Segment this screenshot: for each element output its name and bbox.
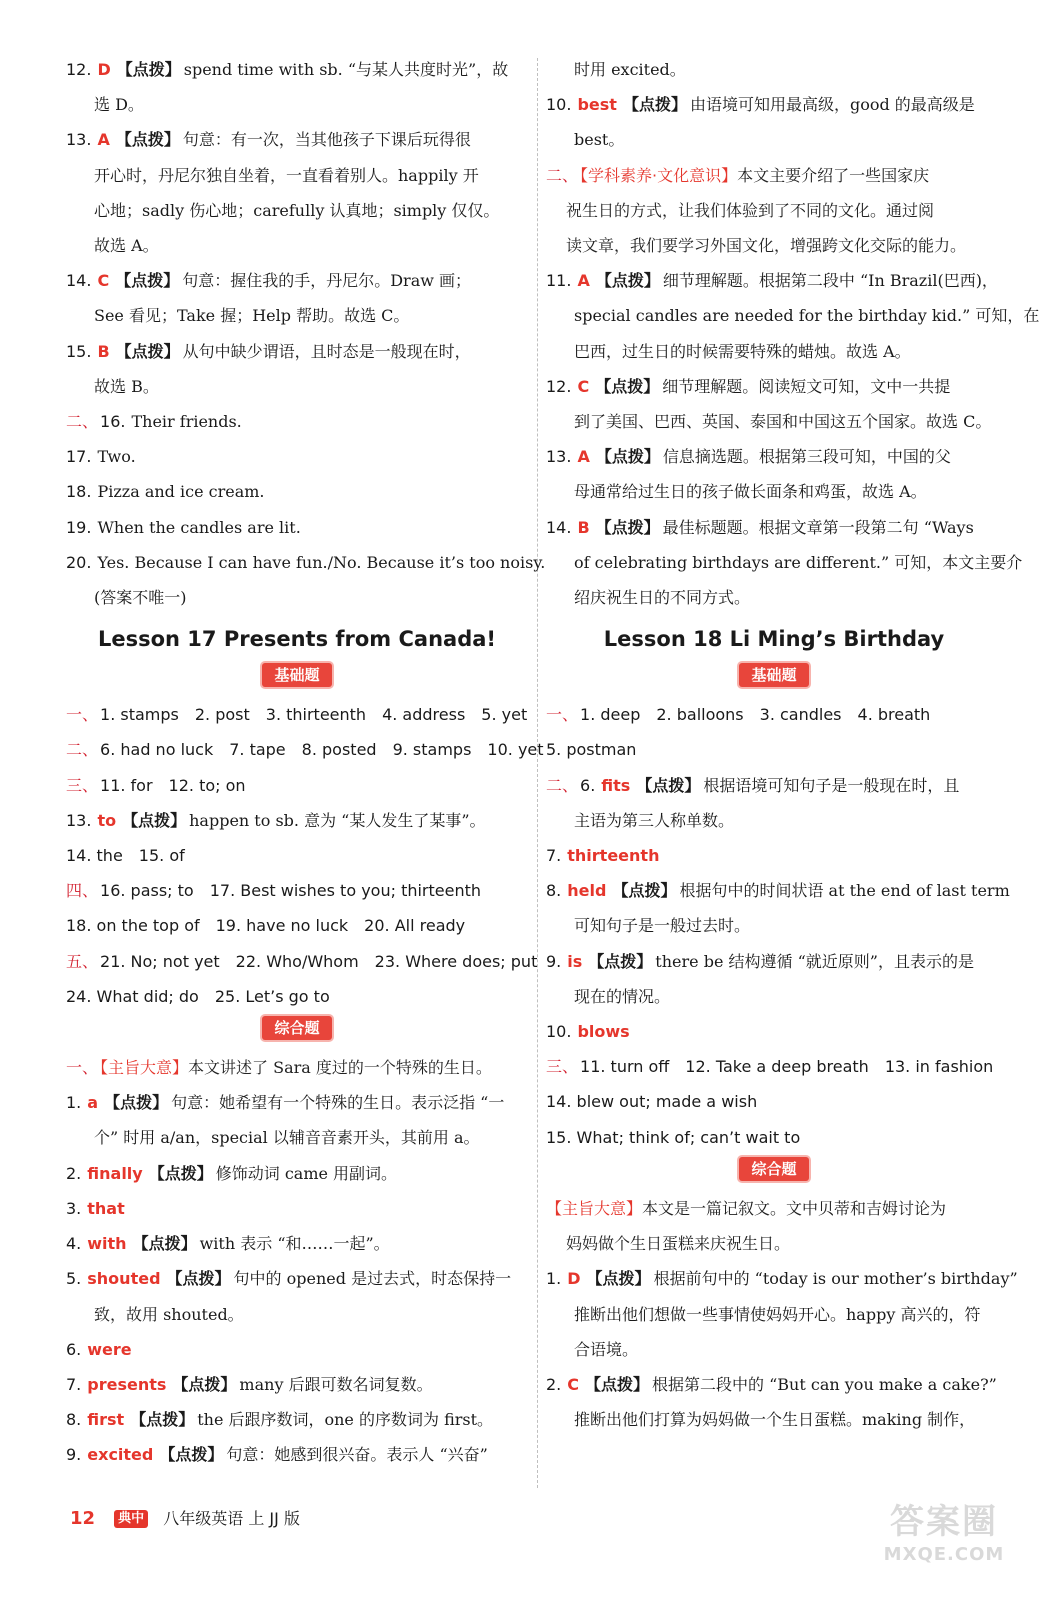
question-number: 8. [66, 1410, 82, 1430]
hint-tag: 【点拨】 [595, 447, 660, 467]
answer-choice: first [87, 1410, 125, 1430]
lesson-title: Lesson 17 Presents from Canada! [98, 627, 496, 652]
answer-line [546, 803, 1002, 838]
question-number: 6. [580, 775, 596, 795]
answer-line [66, 87, 528, 122]
hint-tag: 【点拨】 [115, 271, 180, 291]
answer-choice: C [577, 376, 590, 396]
answer-choice: is [567, 951, 583, 971]
blank-answer: 2. balloons [656, 705, 744, 725]
blank-answer: 19. have no luck [215, 916, 349, 936]
question-number: 2. [66, 1163, 82, 1183]
section-badge-row [66, 1014, 528, 1050]
answer-text: When the candles are lit. [97, 517, 301, 537]
hint-tag: 【点拨】 [622, 95, 687, 115]
answer-line [546, 369, 1002, 404]
blank-answer: 3. candles [759, 705, 842, 725]
blank-answer: 13. in fashion [884, 1057, 994, 1077]
answer-line [66, 1050, 528, 1085]
answer-line [66, 52, 528, 87]
answer-line [66, 1226, 528, 1261]
continuation-text: 妈妈做个生日蛋糕来庆祝生日。 [566, 1234, 791, 1254]
blank-answer: 24. What did; do [66, 986, 199, 1006]
question-number: 16. [100, 412, 126, 432]
hint-tag: 【点拨】 [159, 1445, 224, 1465]
answer-line [546, 263, 1002, 298]
answer-line [66, 1120, 528, 1155]
continuation-text: 巴西，过生日的时候需要特殊的蜡烛。故选 A。 [574, 341, 911, 361]
question-number: 5. [66, 1269, 82, 1289]
answer-line [66, 263, 528, 298]
continuation-text: 主语为第三人称单数。 [574, 810, 735, 830]
question-number: 12. [66, 60, 92, 79]
continuation-text: (答案不唯一) [94, 588, 187, 608]
answer-choice: shouted [87, 1269, 161, 1289]
blank-answer: 12. to; on [168, 775, 246, 795]
section-number: 一、 [546, 705, 579, 725]
blank-answer: 8. posted [301, 740, 377, 760]
answer-line [546, 979, 1002, 1014]
answer-line [546, 52, 1002, 87]
question-number: 14. [546, 517, 572, 537]
question-number: 2. [546, 1374, 562, 1394]
blank-answer: 25. Let’s go to [214, 986, 330, 1006]
answer-line [66, 1261, 528, 1296]
blank-answer: 1. deep [580, 705, 641, 725]
continuation-text: of celebrating birthdays are different.” 可知，本文主要介 [574, 552, 1023, 572]
section-badge-row [546, 1155, 1002, 1191]
blank-answer: 14. the [66, 846, 123, 866]
continuation-text: 推断出他们想做一些事情使妈妈开心。happy 高兴的，符 [574, 1304, 981, 1324]
answer-line [546, 1297, 1002, 1332]
blank-answer: 15. of [138, 846, 185, 866]
section-number: 三、 [546, 1057, 579, 1077]
section-number: 二、 [66, 412, 99, 432]
hint-tag: 【点拨】 [116, 60, 181, 79]
page-number: 12 [70, 1508, 96, 1529]
continuation-text: 开心时，丹尼尔独自坐着，一直看着别人。happily 开 [94, 165, 479, 185]
answer-line [546, 474, 1002, 509]
blank-answer: 2. post [194, 705, 250, 725]
answer-line [66, 404, 528, 439]
hint-tag: 【点拨】 [586, 1269, 651, 1289]
watermark-logo [864, 1500, 1024, 1580]
answer-line [66, 732, 544, 767]
answer-line [546, 1402, 1002, 1437]
question-number: 15. [66, 341, 92, 361]
answer-line [66, 803, 528, 838]
answer-line [66, 1297, 528, 1332]
hint-tag: 【点拨】 [172, 1374, 237, 1394]
blank-answer: 12. Take a deep breath [685, 1057, 869, 1077]
continuation-text: 推断出他们打算为妈妈做一个生日蛋糕。making 制作， [574, 1410, 976, 1430]
answer-line [66, 1156, 528, 1191]
answer-line [546, 193, 1002, 228]
continuation-text: best。 [574, 130, 625, 150]
hint-tag: 【点拨】 [148, 1163, 213, 1183]
answer-line [66, 1332, 528, 1367]
explanation-text: 根据语境可知句子是一般现在时，且 [703, 775, 960, 795]
hint-tag: 【点拨】 [130, 1410, 195, 1430]
blank-answer: 20. All ready [364, 916, 466, 936]
question-number: 11. [546, 271, 572, 291]
continuation-text: 致，故用 shouted。 [94, 1304, 244, 1324]
answer-line [546, 768, 1002, 803]
section-number: 一、 [66, 705, 99, 725]
answer-line [546, 580, 1002, 615]
answer-line [546, 228, 1002, 263]
continuation-text: 时用 excited。 [574, 60, 686, 79]
answer-line [66, 122, 528, 157]
section-badge: 综合题 [739, 1157, 808, 1181]
continuation-text: 选 D。 [94, 95, 144, 115]
question-number: 7. [66, 1374, 82, 1394]
explanation-text: 根据前句中的 “today is our mother’s birthday” [653, 1269, 1018, 1289]
question-number: 12. [546, 376, 572, 396]
blank-answer: 5. postman [546, 740, 637, 760]
answer-line [546, 1226, 1002, 1261]
section-label: 【主旨大意】 [100, 1058, 189, 1078]
answer-line [66, 580, 528, 615]
blank-answer: 18. on the top of [66, 916, 200, 936]
question-number: 13. [546, 447, 572, 467]
answer-choice: A [577, 447, 590, 467]
question-number: 18. [66, 482, 92, 502]
answer-choice: were [87, 1339, 132, 1359]
answer-choice: D [97, 60, 111, 79]
explanation-text: 本文讲述了 Sara 度过的一个特殊的生日。 [188, 1058, 492, 1078]
question-number: 7. [546, 846, 562, 866]
hint-tag: 【点拨】 [595, 517, 660, 537]
continuation-text: special candles are needed for the birthday kid.” 可知，在 [574, 306, 1040, 326]
section-badge: 综合题 [262, 1016, 331, 1040]
explanation-text: 最佳标题题。根据文章第一段第二句 “Ways [662, 517, 974, 537]
answer-line [66, 1367, 528, 1402]
explanation-text: happen to sb. 意为 “某人发生了某事”。 [189, 810, 486, 830]
answer-line [546, 1261, 1018, 1296]
answer-line [546, 944, 1002, 979]
lesson-title: Lesson 18 Li Ming’s Birthday [603, 627, 945, 652]
hint-tag: 【点拨】 [115, 341, 180, 361]
explanation-text: 句中的 opened 是过去式，时态保持一 [233, 1269, 512, 1289]
blank-answer: 17. Best wishes to you; thirteenth [209, 881, 482, 901]
answer-choice: C [567, 1374, 580, 1394]
answer-line [546, 908, 1002, 943]
answer-choice: a [87, 1093, 99, 1113]
continuation-text: 母通常给过生日的孩子做长面条和鸡蛋，故选 A。 [574, 482, 927, 502]
explanation-text: many 后跟可数名词复数。 [239, 1374, 433, 1394]
continuation-text: 到了美国、巴西、英国、泰国和中国这五个国家。故选 C。 [574, 412, 992, 432]
blank-answer: 9. stamps [392, 740, 472, 760]
question-number: 9. [66, 1445, 82, 1465]
explanation-text: spend time with sb. “与某人共度时光”，故 [183, 60, 509, 79]
answer-line [546, 873, 1010, 908]
answer-choice: D [567, 1269, 581, 1289]
question-number: 14. [66, 271, 92, 291]
question-number: 19. [66, 517, 92, 537]
answer-line [66, 298, 528, 333]
hint-tag: 【点拨】 [104, 1093, 169, 1113]
question-number: 17. [66, 447, 92, 467]
continuation-text: 心地；sadly 伤心地；carefully 认真地；simply 仅仅。 [94, 200, 500, 220]
blank-answer: 1. stamps [100, 705, 179, 725]
answer-choice: blows [577, 1022, 630, 1042]
blank-answer: 4. address [382, 705, 466, 725]
blank-answer: 11. turn off [580, 1057, 670, 1077]
explanation-text: with 表示 “和……一起”。 [199, 1234, 390, 1254]
answer-line [546, 510, 1002, 545]
question-number: 20. [66, 552, 92, 572]
blank-answer: 3. thirteenth [265, 705, 367, 725]
continuation-text: 读文章，我们要学习外国文化，增强跨文化交际的能力。 [566, 236, 967, 256]
question-number: 10. [546, 95, 572, 115]
blank-answer: 23. Where does; put [374, 951, 538, 971]
explanation-text: 句意：握住我的手，丹尼尔。Draw 画； [182, 271, 472, 291]
question-number: 9. [546, 951, 562, 971]
page-footer [70, 1506, 300, 1536]
answer-line [66, 510, 528, 545]
answer-line [66, 369, 528, 404]
answer-choice: B [577, 517, 590, 537]
answer-line [66, 908, 528, 943]
answer-line [66, 979, 528, 1014]
explanation-text: 句意：有一次，当其他孩子下课后玩得很 [182, 130, 471, 150]
answer-line [546, 1049, 1002, 1084]
question-number: 13. [66, 810, 92, 830]
question-number: 10. [546, 1022, 572, 1042]
section-badge-row [546, 661, 1002, 697]
hint-tag: 【点拨】 [588, 951, 653, 971]
answer-choice: C [97, 271, 110, 291]
answer-line [66, 944, 538, 979]
column-divider [537, 58, 538, 1488]
answer-choice: finally [87, 1163, 143, 1183]
section-badge-row [66, 661, 528, 697]
answer-choice: A [577, 271, 590, 291]
blank-answer: 10. yet [487, 740, 544, 760]
answer-line [546, 1191, 1002, 1226]
answer-line [546, 838, 1002, 873]
explanation-text: 本文是一篇记叙文。文中贝蒂和吉姆讨论为 [642, 1198, 947, 1218]
blank-answer: 14. blew out; made a wish [546, 1092, 758, 1112]
continuation-text: See 看见；Take 握；Help 帮助。故选 C。 [94, 306, 410, 326]
answer-line [546, 158, 1002, 193]
answer-line [66, 768, 528, 803]
hint-tag: 【点拨】 [595, 271, 660, 291]
question-number: 13. [66, 130, 92, 150]
hint-tag: 【点拨】 [115, 130, 180, 150]
continuation-text: 个” 时用 a/an，special 以辅音音素开头，其前用 a。 [94, 1128, 480, 1148]
watermark-top: 答案圈 [890, 1502, 998, 1542]
section-badge: 基础题 [262, 663, 331, 687]
blank-answer: 7. tape [229, 740, 286, 760]
answer-line [66, 1437, 528, 1472]
answer-text: Yes. Because I can have fun./No. Because it’s too noisy. [97, 552, 546, 572]
hint-tag: 【点拨】 [166, 1269, 231, 1289]
answer-line [66, 697, 528, 732]
continuation-text: 故选 A。 [94, 236, 159, 256]
answer-text: Pizza and ice cream. [97, 482, 265, 502]
answer-choice: to [97, 810, 117, 830]
answer-line [66, 158, 528, 193]
section-label: 【学科素养·文化意识】 [580, 165, 738, 185]
explanation-text: 根据第二段中的 “But can you make a cake?” [652, 1374, 997, 1394]
section-number: 三、 [66, 775, 99, 795]
blank-answer: 21. No; not yet [100, 951, 220, 971]
answer-line [546, 732, 1002, 767]
section-number: 五、 [66, 951, 99, 971]
answer-choice: best [577, 95, 617, 115]
question-number: 8. [546, 881, 562, 901]
explanation-text: the 后跟序数词，one 的序数词为 first。 [197, 1410, 494, 1430]
explanation-text: 句意：她希望有一个特殊的生日。表示泛指 “一 [171, 1093, 505, 1113]
answer-line [546, 1084, 1002, 1119]
explanation-text: there be 结构遵循 “就近原则”，且表示的是 [655, 951, 974, 971]
question-number: 1. [546, 1269, 562, 1289]
explanation-text: 句意：她感到很兴奋。表示人 “兴奋” [226, 1445, 488, 1465]
answer-line [66, 474, 528, 509]
section-number: 二、 [546, 165, 579, 185]
continuation-text: 可知句子是一般过去时。 [574, 916, 751, 936]
explanation-text: 根据句中的时间状语 at the end of last term [679, 881, 1010, 901]
answer-line [546, 87, 1002, 122]
hint-tag: 【点拨】 [636, 775, 701, 795]
answer-line [546, 334, 1002, 369]
answer-choice: A [97, 130, 110, 150]
book-title: 八年级英语 上 JJ 版 [163, 1509, 300, 1528]
answer-choice: fits [601, 775, 631, 795]
blank-answer: 11. for [100, 775, 153, 795]
answer-line [66, 545, 546, 580]
answer-line [546, 1014, 1002, 1049]
answer-line [546, 1120, 1002, 1155]
question-number: 4. [66, 1234, 82, 1254]
answer-choice: that [87, 1198, 125, 1218]
answer-line [66, 1085, 528, 1120]
section-number: 一、 [66, 1058, 99, 1078]
hint-tag: 【点拨】 [585, 1374, 650, 1394]
explanation-text: 由语境可知用最高级，good 的最高级是 [689, 95, 975, 115]
answer-line [66, 228, 528, 263]
right-column [546, 52, 1040, 1437]
answer-choice: held [567, 881, 607, 901]
answer-choice: with [87, 1234, 127, 1254]
question-number: 6. [66, 1339, 82, 1359]
hint-tag: 【点拨】 [132, 1234, 197, 1254]
answer-line [66, 1402, 528, 1437]
answer-line [66, 1191, 528, 1226]
explanation-text: 信息摘选题。根据第三段可知，中国的父 [662, 447, 951, 467]
blank-answer: 15. What; think of; can’t wait to [546, 1127, 801, 1147]
continuation-text: 故选 B。 [94, 376, 159, 396]
answer-choice: excited [87, 1445, 154, 1465]
blank-answer: 22. Who/Whom [235, 951, 359, 971]
continuation-text: 祝生日的方式，让我们体验到了不同的文化。通过阅 [566, 200, 935, 220]
answer-choice: B [97, 341, 110, 361]
answer-choice: thirteenth [567, 846, 660, 866]
section-number: 二、 [546, 775, 579, 795]
answer-line [546, 439, 1002, 474]
continuation-text: 现在的情况。 [574, 986, 671, 1006]
blank-answer: 16. pass; to [100, 881, 194, 901]
answer-line [546, 404, 1002, 439]
continuation-text: 合语境。 [574, 1339, 639, 1359]
blank-answer: 6. had no luck [100, 740, 214, 760]
hint-tag: 【点拨】 [612, 881, 677, 901]
section-badge: 基础题 [739, 663, 808, 687]
answer-line [546, 1332, 1002, 1367]
answer-choice: presents [87, 1374, 167, 1394]
hint-tag: 【点拨】 [595, 376, 660, 396]
answer-text: Two. [97, 447, 136, 467]
brand-logo: 典中 [114, 1510, 148, 1528]
answer-line [546, 298, 1040, 333]
answer-text: Their friends. [131, 412, 242, 432]
answer-line [66, 193, 528, 228]
answer-line [66, 439, 528, 474]
answer-line [546, 545, 1023, 580]
watermark-bottom: MXQE.COM [883, 1544, 1005, 1565]
section-number: 四、 [66, 881, 99, 901]
question-number: 3. [66, 1198, 82, 1218]
left-column [66, 52, 546, 1473]
continuation-text: 绍庆祝生日的不同方式。 [574, 588, 751, 608]
question-number: 1. [66, 1093, 82, 1113]
explanation-text: 细节理解题。根据第二段中 “In Brazil(巴西)， [662, 271, 998, 291]
answer-line [546, 1367, 1002, 1402]
explanation-text: 从句中缺少谓语，且时态是一般现在时， [182, 341, 471, 361]
answer-line [66, 334, 528, 369]
answer-line [66, 873, 528, 908]
answer-line [66, 838, 528, 873]
explanation-text: 细节理解题。阅读短文可知，文中一共提 [662, 376, 951, 396]
section-number: 二、 [66, 740, 99, 760]
blank-answer: 4. breath [857, 705, 931, 725]
blank-answer: 5. yet [481, 705, 528, 725]
hint-tag: 【点拨】 [122, 810, 187, 830]
explanation-text: 修饰动词 came 用副词。 [215, 1163, 398, 1183]
answer-line [546, 122, 1002, 157]
explanation-text: 本文主要介绍了一些国家庆 [737, 165, 930, 185]
section-label: 【主旨大意】 [546, 1198, 643, 1218]
answer-line [546, 697, 1002, 732]
